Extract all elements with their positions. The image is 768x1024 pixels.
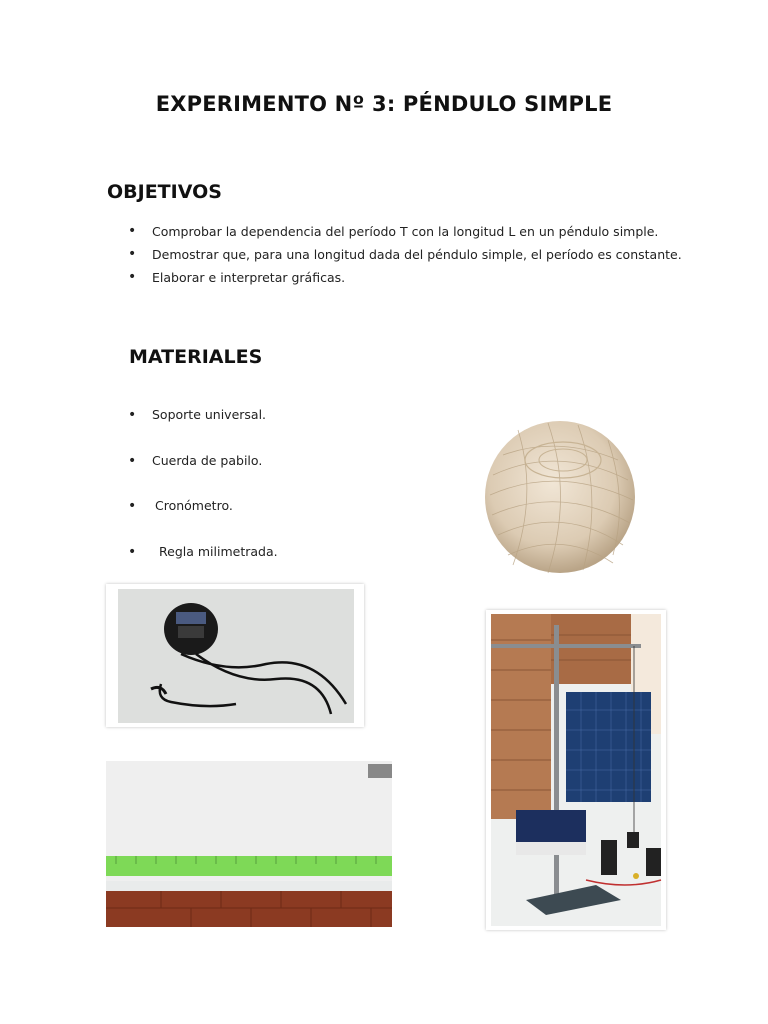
stopwatch-photo [106, 584, 364, 727]
list-item: • Cronómetro. [128, 496, 428, 542]
materials-list [128, 405, 428, 587]
materials-heading: MATERIALES [129, 346, 263, 368]
objectives-list [128, 220, 688, 289]
list-item: • Comprobar la dependencia del período T con la longitud L en un péndulo simple. [128, 220, 688, 243]
pendulum-setup-photo [486, 610, 666, 930]
list-item: • Cuerda de pabilo. [128, 451, 428, 497]
list-item: • Soporte universal. [128, 405, 428, 451]
objectives-heading: OBJETIVOS [107, 181, 222, 203]
cotton-twine-ball-photo [478, 405, 643, 583]
list-item: • Demostrar que, para una longitud dada del péndulo simple, el período es constante. [128, 243, 688, 266]
ruler-photo [106, 761, 392, 927]
document-title: EXPERIMENTO Nº 3: PÉNDULO SIMPLE [155, 92, 613, 116]
list-item: • Elaborar e interpretar gráficas. [128, 266, 688, 289]
list-item: • Regla milimetrada. [128, 542, 428, 588]
